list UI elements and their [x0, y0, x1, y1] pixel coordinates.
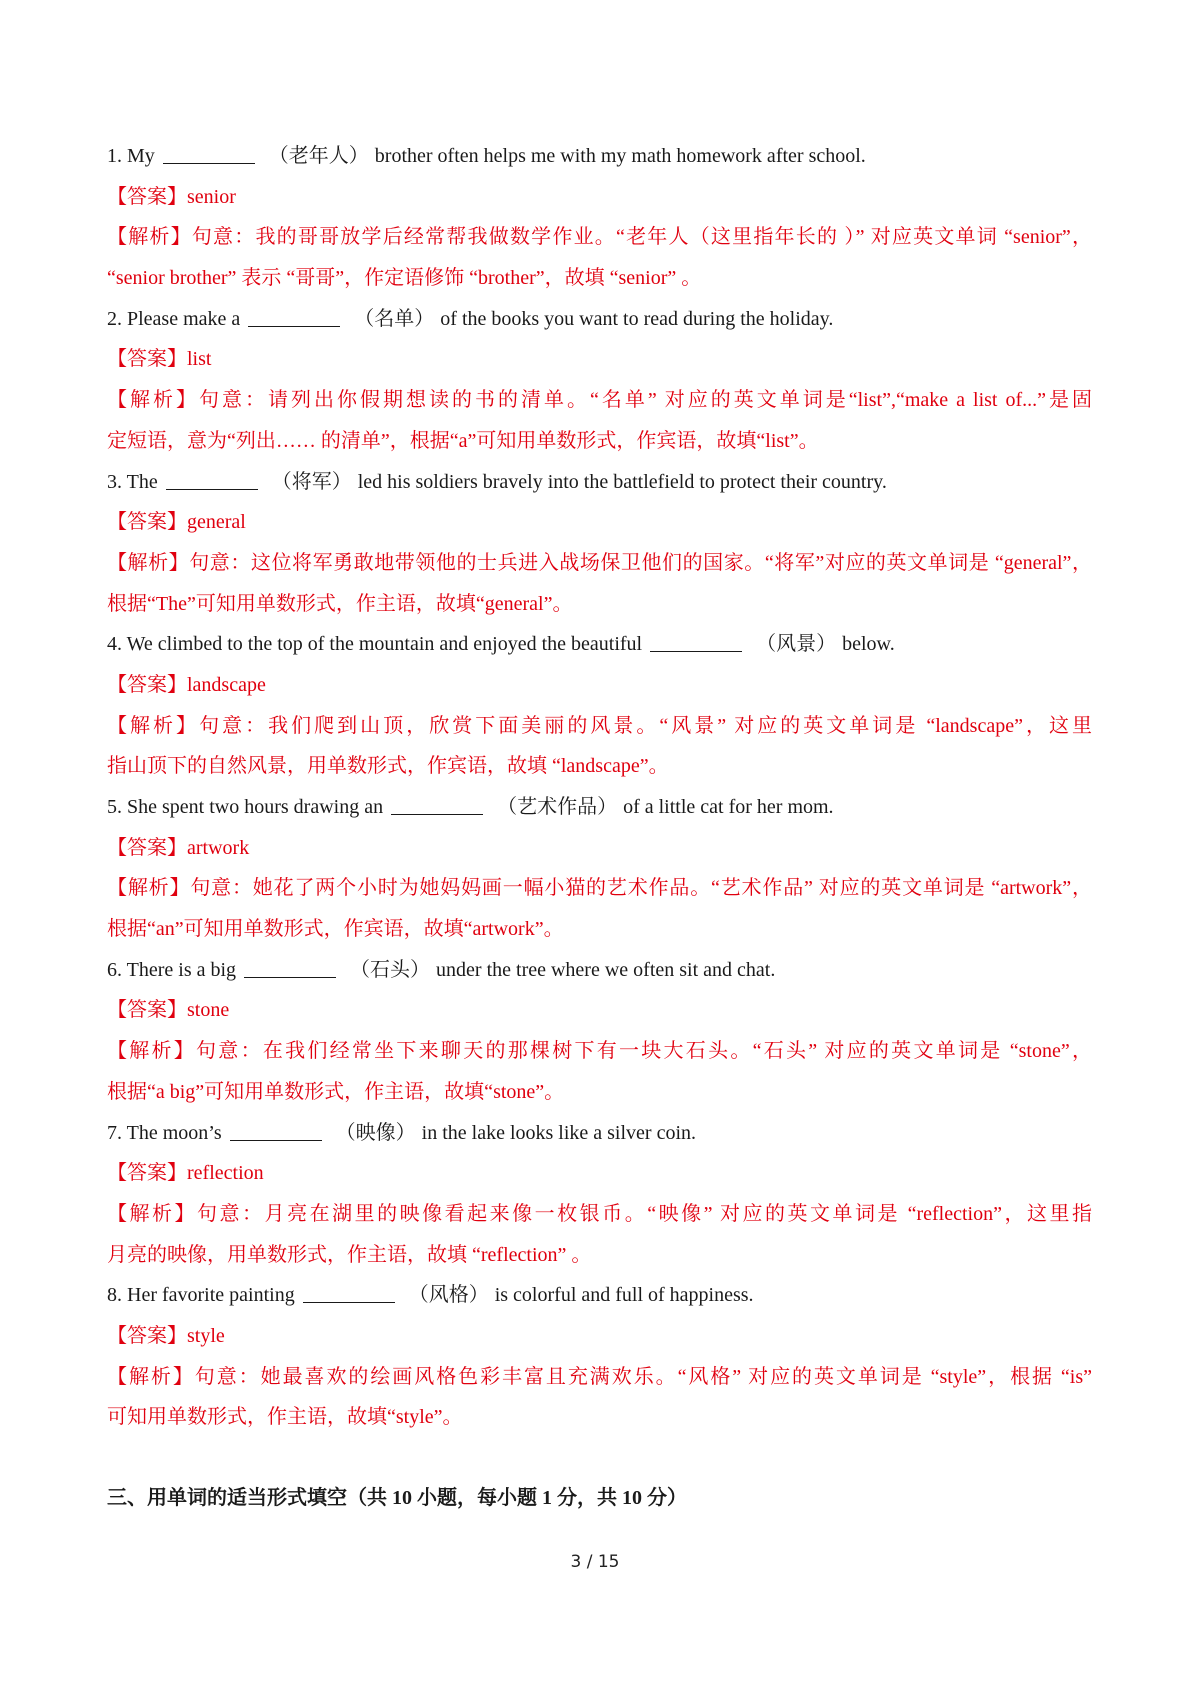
analysis-line: 【解析】句意：这位将军勇敢地带领他的士兵进入战场保卫他们的国家。“将军”对应的英文单词是 “general”， [107, 551, 1092, 574]
question-block [107, 787, 1092, 950]
answer-blank [650, 631, 742, 652]
questions-list [107, 136, 1092, 1438]
question-stem [107, 462, 1092, 503]
chinese-hint: （艺术作品） [497, 796, 618, 818]
stem-text-before: 3. The [107, 470, 158, 493]
stem-text-after: of a little cat for her mom. [623, 796, 834, 818]
answer-line: 【答案】senior [107, 185, 236, 208]
chinese-hint: （风格） [408, 1284, 489, 1307]
stem-text-after: is colorful and full of happiness. [494, 1284, 754, 1307]
question-block [107, 1275, 1092, 1438]
answer-blank [391, 794, 483, 815]
stem-text-before: 1. My [107, 145, 155, 167]
chinese-hint: （风景） [756, 633, 837, 656]
section-heading: 三、用单词的适当形式填空（共 10 小题，每小题 1 分，共 10 分） [107, 1487, 687, 1509]
question-block [107, 624, 1092, 787]
stem-text-before: 2. Please make a [107, 307, 241, 330]
question-block [107, 1113, 1092, 1276]
stem-text-after: below. [842, 633, 895, 656]
stem-text-after: in the lake looks like a silver coin. [421, 1121, 697, 1144]
answer-line: 【答案】style [107, 1324, 225, 1347]
question-stem [107, 624, 1092, 665]
chinese-hint: （名单） [354, 307, 435, 330]
analysis-line: 根据“a big”可知用单数形式，作主语，故填“stone”。 [107, 1080, 565, 1103]
stem-text-after: led his soldiers bravely into the battlefield to protect their country. [357, 470, 887, 493]
question-stem [107, 136, 1092, 177]
analysis-line: 【解析】句意：在我们经常坐下来聊天的那棵树下有一块大石头。“石头” 对应的英文单词是 “stone”， [107, 1040, 1092, 1063]
question-block [107, 136, 1092, 299]
answer-line: 【答案】reflection [107, 1162, 264, 1185]
analysis-line: 【解析】句意：月亮在湖里的映像看起来像一枚银币。“映像” 对应的英文单词是 “reflection”，这里指 [107, 1202, 1092, 1225]
question-stem [107, 787, 1092, 828]
chinese-hint: （老年人） [268, 145, 369, 167]
stem-text-after: under the tree where we often sit and chat. [436, 958, 776, 981]
stem-text-before: 4. We climbed to the top of the mountain and enjoyed the beautiful [107, 633, 643, 656]
page-number: 3 / 15 [570, 1552, 620, 1572]
chinese-hint: （映像） [335, 1121, 416, 1144]
stem-text-before: 6. There is a big [107, 958, 237, 981]
analysis-line: 月亮的映像，用单数形式，作主语，故填 “reflection” 。 [107, 1243, 592, 1266]
answer-blank [230, 1120, 322, 1141]
answer-blank [248, 306, 340, 327]
chinese-hint: （石头） [350, 958, 431, 981]
analysis-line: 【解析】句意：请列出你假期想读的书的清单。“名单” 对应的英文单词是“list”,“make a list of...”是固 [107, 389, 1092, 412]
answer-line: 【答案】list [107, 348, 212, 371]
stem-text-before: 7. The moon’s [107, 1121, 222, 1144]
stem-text-before: 5. She spent two hours drawing an [107, 796, 384, 818]
analysis-line: 【解析】句意：她花了两个小时为她妈妈画一幅小猫的艺术作品。“艺术作品” 对应的英文单词是 “artwork”， [107, 877, 1092, 900]
answer-blank [303, 1282, 395, 1303]
analysis-line: “senior brother” 表示 “哥哥”，作定语修饰 “brother”，故填 “senior” 。 [107, 267, 702, 290]
answer-line: 【答案】general [107, 511, 246, 534]
analysis-line: 根据“The”可知用单数形式，作主语，故填“general”。 [107, 592, 573, 615]
stem-text-before: 8. Her favorite painting [107, 1284, 295, 1307]
analysis-line: 【解析】句意：我的哥哥放学后经常帮我做数学作业。“老年人（这里指年长的 ）” 对应英文单词 “senior”， [107, 226, 1092, 249]
analysis-line: 【解析】句意：我们爬到山顶，欣赏下面美丽的风景。“风景” 对应的英文单词是 “landscape”，这里 [107, 714, 1092, 737]
analysis-line: 可知用单数形式，作主语，故填“style”。 [107, 1406, 463, 1429]
answer-blank [163, 143, 255, 164]
answer-line: 【答案】landscape [107, 673, 266, 696]
analysis-line: 定短语，意为“列出…… 的清单”，根据“a”可知用单数形式，作宾语，故填“list”。 [107, 429, 819, 452]
question-block [107, 462, 1092, 625]
stem-text-after: brother often helps me with my math homework after school. [374, 145, 866, 167]
analysis-line: 【解析】句意：她最喜欢的绘画风格色彩丰富且充满欢乐。“风格” 对应的英文单词是 “style”，根据 “is” [107, 1365, 1092, 1388]
chinese-hint: （将军） [271, 470, 352, 493]
question-block [107, 299, 1092, 462]
answer-line: 【答案】artwork [107, 836, 250, 859]
answer-blank [166, 469, 258, 490]
question-stem [107, 950, 1092, 991]
answer-blank [244, 957, 336, 978]
stem-text-after: of the books you want to read during the holiday. [440, 307, 834, 330]
question-stem [107, 1275, 1092, 1316]
question-block [107, 950, 1092, 1113]
answer-line: 【答案】stone [107, 999, 230, 1022]
question-stem [107, 299, 1092, 340]
analysis-line: 指山顶下的自然风景，用单数形式，作宾语，故填 “landscape”。 [107, 755, 669, 778]
question-stem [107, 1113, 1092, 1154]
analysis-line: 根据“an”可知用单数形式，作宾语，故填“artwork”。 [107, 918, 564, 941]
